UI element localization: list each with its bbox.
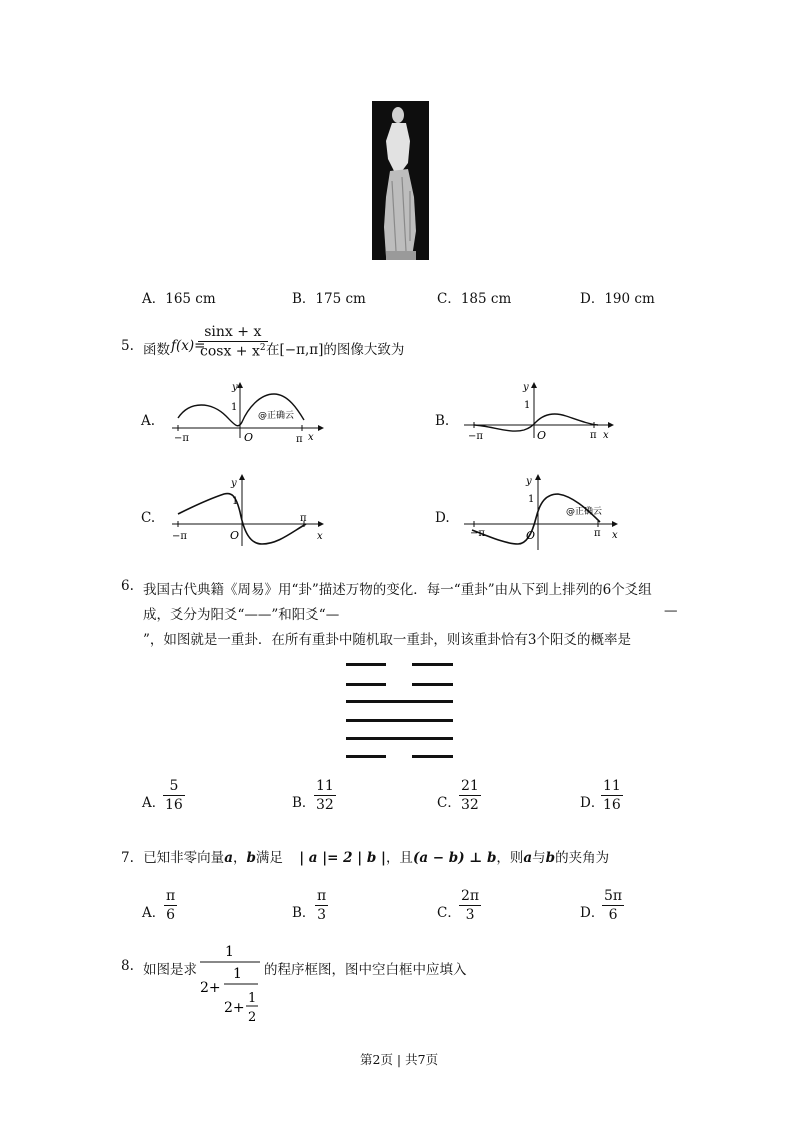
option-letter: A．	[142, 291, 166, 307]
cf-numerator-3: 1	[248, 991, 257, 1006]
q6-option-d-fraction	[601, 778, 623, 813]
q5-graph-d	[462, 472, 622, 554]
yin-line	[412, 663, 453, 666]
y-arrow-icon	[239, 474, 245, 480]
origin-label: O	[244, 431, 254, 442]
denominator: 3	[459, 905, 481, 923]
q5-den-text: cosx + x	[200, 343, 260, 360]
q4-option-d[interactable]	[580, 287, 655, 307]
yang-line	[346, 737, 453, 740]
option-text: 175 cm	[315, 291, 366, 307]
q6-line2-tail: —	[664, 603, 678, 619]
denominator: 32	[461, 797, 479, 813]
q5-graph-a-label[interactable]: A.	[141, 413, 156, 429]
yin-line	[346, 683, 386, 686]
q7-option-a[interactable]: A．	[142, 905, 166, 921]
q7-stem-b: 满足	[255, 850, 283, 866]
vector-a: a	[224, 850, 233, 866]
x-label: x	[317, 531, 323, 542]
option-letter: C．	[437, 291, 461, 307]
page-footer: 第2页 | 共7页	[360, 1052, 439, 1067]
q7-stem-e: 与	[532, 850, 546, 866]
q8-number: 8.	[121, 958, 134, 974]
q6-line3: ”，如图就是一重卦．在所有重卦中随机取一重卦，则该重卦恰有3个阳爻的概率是	[143, 632, 631, 648]
q7-number: 7.	[121, 850, 134, 866]
q6-option-b-fraction	[314, 778, 336, 813]
q5-numerator: sinx + x	[204, 324, 262, 340]
q5-denominator	[198, 341, 268, 360]
q6-line1: 我国古代典籍《周易》用“卦”描述万物的变化．每一“重卦”由从下到上排列的6个爻组	[143, 582, 652, 598]
q7-stem-f: 的夹角为	[555, 850, 610, 866]
neg-pi-label: −π	[172, 531, 187, 542]
yang-line	[346, 719, 453, 722]
option-text: 190 cm	[604, 291, 655, 307]
numerator: 11	[316, 778, 334, 794]
q7-stem-c: ，且	[385, 850, 413, 866]
q7-option-b-fraction	[315, 888, 328, 923]
option-text: 165 cm	[165, 291, 216, 307]
y-label: y	[232, 382, 238, 393]
q5-graph-d-label[interactable]: D.	[435, 510, 450, 526]
q4-option-b[interactable]	[292, 287, 366, 307]
option-letter: D．	[580, 291, 605, 307]
q5-graph-c-label[interactable]: C.	[141, 510, 156, 526]
x-arrow-icon	[318, 425, 324, 431]
denominator: 16	[165, 797, 183, 813]
numerator: π	[317, 888, 327, 904]
pi-label: π	[590, 430, 597, 441]
curve	[178, 394, 304, 426]
q6-option-c-fraction	[459, 778, 481, 813]
numerator: 5	[169, 778, 179, 794]
q6-number: 6.	[121, 578, 134, 594]
q7-option-c-fraction	[459, 888, 481, 923]
q7-stem	[121, 846, 609, 866]
y-arrow-icon	[531, 382, 537, 388]
cf-numerator-2: 1	[233, 966, 242, 982]
cf-two-plus: 2+	[200, 980, 221, 996]
q5-graph-a	[170, 380, 325, 442]
q6-option-d[interactable]: D．	[580, 795, 605, 811]
q4-option-c[interactable]	[437, 287, 511, 307]
q7-option-c[interactable]: C．	[437, 905, 461, 921]
one-label: 1	[231, 402, 238, 413]
q7-option-b[interactable]: B．	[292, 905, 316, 921]
y-arrow-icon	[535, 474, 541, 480]
denominator: 6	[602, 905, 624, 923]
denominator: 32	[316, 797, 334, 813]
vector-b: b	[246, 850, 256, 866]
watermark: @正确云	[566, 507, 603, 517]
q7-condition: | a |= 2 | b |	[299, 850, 386, 866]
q8-suffix: 的程序框图，图中空白框中应填入	[264, 962, 467, 978]
vector-a: a	[523, 850, 533, 866]
q8-continued-fraction	[198, 942, 262, 1026]
q6-line2: 成，爻分为阳爻“——”和阳爻“—	[143, 607, 340, 623]
one-label: 1	[524, 400, 531, 411]
vector-b: b	[545, 850, 556, 866]
y-label: y	[523, 382, 529, 393]
watermark: @正确云	[258, 411, 295, 421]
one-label: 1	[232, 496, 239, 507]
y-label: y	[526, 476, 532, 487]
x-label: x	[308, 432, 314, 442]
denominator: 16	[603, 797, 621, 813]
q7-option-a-fraction	[164, 888, 177, 923]
venus-statue-image	[372, 101, 429, 260]
curve	[474, 414, 598, 431]
q5-graph-b-label[interactable]: B.	[435, 413, 450, 429]
y-arrow-icon	[237, 382, 243, 388]
q6-option-a-fraction	[163, 778, 185, 813]
q5-graph-b	[462, 380, 617, 442]
q6-option-b[interactable]: B．	[292, 795, 316, 811]
q6-option-c[interactable]: C．	[437, 795, 461, 811]
q4-option-a[interactable]	[142, 287, 216, 307]
q5-prefix: 函数	[143, 342, 170, 358]
q5-suffix: 在[−π,π]的图像大致为	[266, 342, 405, 358]
one-label: 1	[528, 494, 535, 505]
q8-prefix: 如图是求	[143, 962, 197, 978]
neg-pi-label: −π	[174, 433, 189, 442]
numerator: π	[166, 888, 176, 904]
neg-pi-label: −π	[468, 431, 483, 442]
q5-fraction	[198, 324, 268, 360]
y-label: y	[231, 478, 237, 489]
q7-option-d-fraction	[602, 888, 624, 923]
numerator: 21	[461, 778, 479, 794]
q5-func: f(x)=	[171, 338, 206, 354]
x-arrow-icon	[318, 521, 324, 527]
pi-label: π	[296, 434, 303, 442]
denominator: 3	[315, 905, 328, 923]
cf-numerator-1: 1	[225, 944, 234, 960]
yin-line	[346, 755, 386, 758]
origin-label: O	[537, 429, 547, 442]
x-label: x	[603, 430, 609, 441]
yin-line	[412, 755, 453, 758]
pi-label: π	[594, 528, 601, 539]
q7-stem-d: ，则	[496, 850, 524, 866]
yin-line	[412, 683, 453, 686]
q7-option-d[interactable]: D．	[580, 905, 605, 921]
option-text: 185 cm	[460, 291, 512, 307]
q5-graph-c	[170, 472, 328, 550]
q7-stem-a: 已知非零向量	[143, 850, 225, 866]
x-label: x	[612, 530, 618, 541]
yin-line	[346, 663, 386, 666]
origin-label: O	[230, 529, 240, 542]
cf-two-plus: 2+	[224, 1000, 245, 1016]
q6-option-a[interactable]: A．	[142, 795, 166, 811]
yang-line	[346, 700, 453, 703]
numerator: 2π	[461, 888, 480, 904]
q5-den-sup: 2	[259, 343, 266, 353]
option-letter: B．	[292, 291, 316, 307]
numerator: 11	[603, 778, 621, 794]
pi-label: π	[300, 513, 307, 524]
neg-pi-label: −π	[470, 528, 485, 539]
origin-label: O	[526, 529, 536, 542]
numerator: 5π	[604, 888, 623, 904]
cf-denominator-3: 2	[248, 1010, 257, 1025]
x-arrow-icon	[608, 422, 614, 428]
curve	[472, 494, 603, 544]
q7-perpendicular: (a − b) ⊥ b	[412, 850, 497, 866]
q5-number: 5.	[121, 338, 134, 354]
q7-sep: ，	[232, 850, 247, 866]
x-arrow-icon	[612, 521, 618, 527]
denominator: 6	[164, 905, 177, 923]
